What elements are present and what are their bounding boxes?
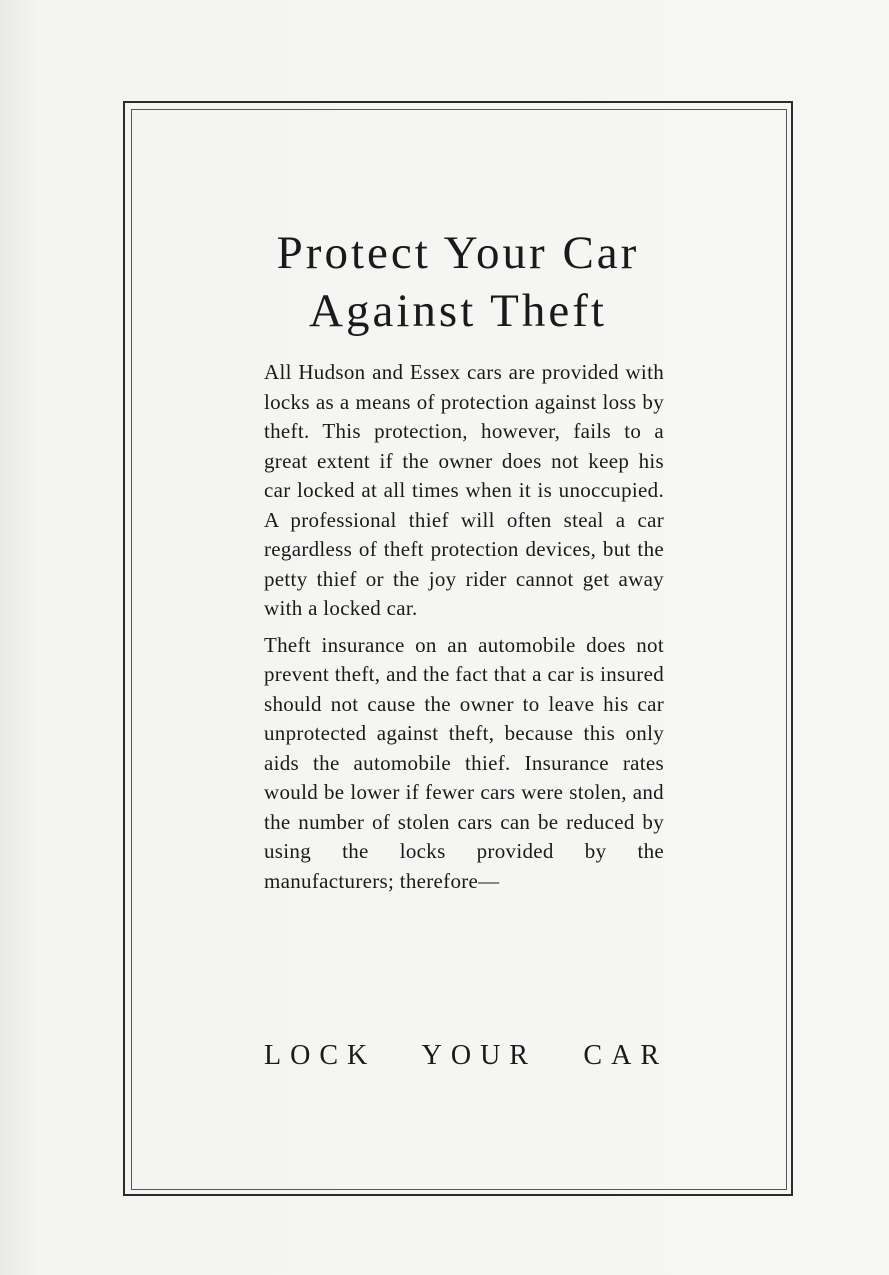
paragraph-locks: All Hudson and Essex cars are provided with locks as a means of protection against loss by theft. This protection, however, fails to a great extent if the owner does not keep his car locked at all times when it is unoccupied. A professional thief will often steal a car regardless of theft protection devices, but the petty thief or the joy rider cannot get away with a locked car. [264, 360, 664, 620]
paragraph-insurance: Theft insurance on an automobile does not prevent theft, and the fact that a car is insured should not cause the owner to leave his car unprotected against theft, because this only aids the automobile thief. Insurance rates would be lower if fewer cars were stolen, and the number of stolen cars can be reduced by using the locks provided by the manufacturers; therefore— [264, 632, 664, 893]
closing-slogan: LOCK YOUR CAR [264, 1040, 668, 1071]
headline-line-1: Protect Your Car [276, 227, 640, 279]
body-text [264, 358, 664, 903]
page-headline [128, 224, 788, 340]
headline-line-2: Against Theft [309, 285, 607, 337]
